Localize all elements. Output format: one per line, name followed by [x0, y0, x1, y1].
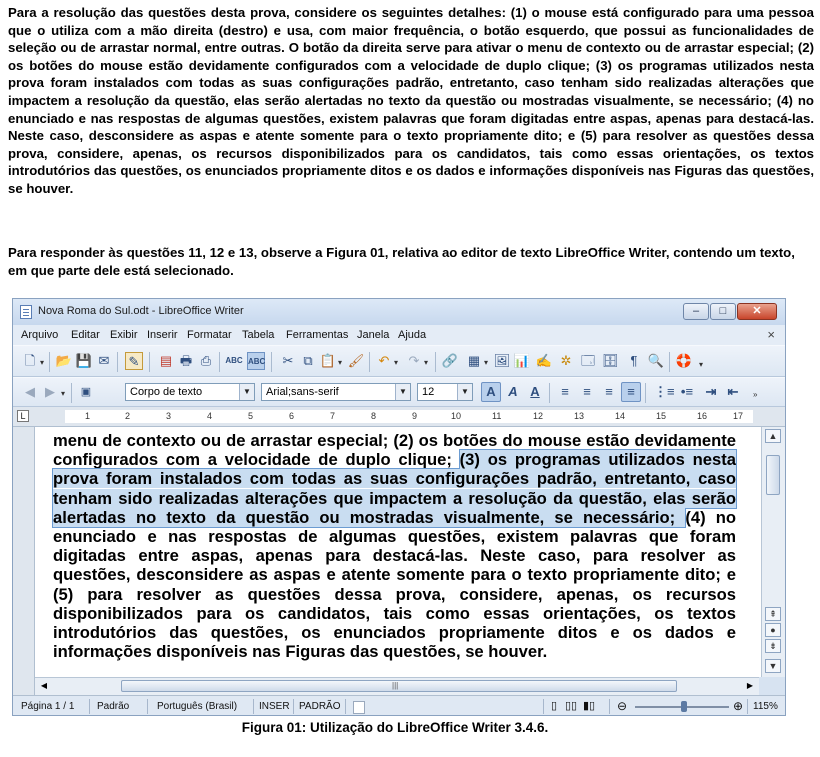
document-text[interactable] — [53, 431, 736, 661]
navigation-icon[interactable]: ● — [765, 623, 781, 637]
toolbar-options-icon[interactable]: ▾ — [699, 360, 704, 369]
ruler-number: 6 — [289, 411, 295, 421]
minimize-icon: – — [692, 305, 700, 317]
font-size-value: 12 — [422, 386, 435, 398]
ruler-number: 17 — [733, 411, 744, 421]
maximize-button[interactable] — [710, 303, 736, 320]
document-area[interactable] — [35, 427, 761, 677]
ruler-number: 12 — [533, 411, 544, 421]
horizontal-ruler[interactable] — [13, 407, 785, 427]
toolbar-separator — [149, 352, 150, 372]
menu-inserir[interactable]: Inserir — [147, 329, 178, 341]
vertical-scroll-thumb[interactable] — [766, 455, 780, 495]
zoom-slider-knob[interactable] — [681, 701, 687, 712]
window-title: Nova Roma do Sul.odt - LibreOffice Writer — [38, 305, 244, 317]
single-page-view-icon[interactable]: ▯ — [551, 700, 558, 712]
menu-ferramentas[interactable]: Ferramentas — [286, 329, 349, 341]
chevron-down-icon[interactable]: ▼ — [457, 384, 472, 400]
ruler-number: 10 — [451, 411, 462, 421]
paragraph-style-value: Corpo de texto — [130, 386, 203, 398]
writer-doc-icon — [20, 305, 32, 319]
zoom-icon[interactable]: 🔍 — [647, 353, 665, 368]
status-separator — [253, 699, 254, 714]
document-modified-icon[interactable] — [353, 701, 365, 714]
scroll-left-icon[interactable]: ◀ — [40, 681, 48, 690]
table-dropdown-icon[interactable]: ▾ — [484, 358, 489, 367]
intro-paragraph: Para a resolução das questões desta prova, considere os seguintes detalhes: (1) o mouse está configurado para uma pessoa que o utiliza com a mão direita (destro) e usa, com maior frequência, o botão esquerdo, que possui as funcionalidades de seleção ou de arrastar normal, entre outras. O botão da direita serve para ativar o menu de contexto ou de arrastar especial; (2) os botões do mouse estão devidamente configurados com a velocidade de duplo clique; (3) os programas utilizados nesta prova foram instalados com todas as suas configurações padrão, entretanto, caso tenham sido realizadas alterações que impactem a resolução da questão, elas serão alertadas no texto da questão ou mostradas visualmente, se necessário; (4) no enunciado e nas respostas de algumas questões, existem palavras que foram digitadas entre aspas, apenas para destacá-las. Neste caso, desconsidere as aspas e atente somente para o texto propriamente dito; e (5) para resolver as questões dessa prova, considere, apenas, os recursos disponibilizados para os candidatos, tais como essas orientações, os textos introdutórios das questões, os enunciados propriamente ditos e os dados e informações disponíveis nas Figuras das questões, se houver. — [8, 5, 814, 196]
font-name-combo[interactable] — [261, 383, 411, 401]
close-button[interactable] — [737, 303, 777, 320]
forward-icon[interactable]: ▶ — [45, 384, 55, 399]
paste-dropdown-icon[interactable]: ▾ — [338, 358, 343, 367]
minimize-button[interactable] — [683, 303, 709, 320]
next-page-icon[interactable]: ⇟ — [765, 639, 781, 653]
status-separator — [147, 699, 148, 714]
ruler-number: 15 — [656, 411, 667, 421]
menu-bar — [13, 325, 785, 345]
formatting-marks-icon[interactable]: ¶ — [630, 353, 638, 368]
ruler-number: 2 — [125, 411, 131, 421]
ruler-number: 9 — [412, 411, 418, 421]
menu-editar[interactable]: Editar — [71, 329, 100, 341]
menu-arquivo[interactable]: Arquivo — [21, 329, 59, 341]
title-bar[interactable] — [13, 299, 785, 325]
scroll-down-icon[interactable]: ▼ — [765, 659, 781, 673]
font-size-combo[interactable] — [417, 383, 473, 401]
undo-icon[interactable]: ↶ — [378, 353, 390, 368]
gallery-icon[interactable]: 🗔 — [580, 353, 596, 368]
image-icon[interactable]: 🖼 — [493, 353, 511, 368]
paste-icon[interactable]: 📋 — [319, 353, 337, 368]
toolbar-separator — [435, 352, 436, 372]
insert-mode[interactable]: INSER — [259, 701, 290, 712]
toolbar-separator — [219, 352, 220, 372]
standard-toolbar — [13, 345, 785, 377]
toolbar-separator — [549, 383, 550, 403]
zoom-percentage[interactable]: 115% — [753, 701, 778, 712]
email-icon[interactable]: ✉ — [98, 353, 110, 368]
italic-button[interactable]: A — [508, 384, 518, 399]
bullets-icon[interactable]: •≡ — [680, 384, 694, 399]
status-separator — [609, 699, 610, 714]
ruler-number: 16 — [697, 411, 708, 421]
print-icon[interactable]: 🖶 — [179, 353, 193, 368]
menu-exibir[interactable]: Exibir — [110, 329, 138, 341]
vertical-ruler[interactable] — [13, 427, 35, 695]
ruler-number: 8 — [371, 411, 377, 421]
text-before-selection[interactable]: menu de contexto ou de arrastar especial; (2) os botões do mouse estão devidamente configurados com a velocidade de duplo clique; — [53, 431, 736, 470]
figure-caption: Figura 01: Utilização do LibreOffice Writer 3.4.6. — [241, 720, 549, 735]
scroll-grip-icon: ||| — [392, 681, 399, 690]
scroll-up-icon[interactable]: ▲ — [765, 429, 781, 443]
toolbar-separator — [117, 352, 118, 372]
ruler-number: 3 — [166, 411, 172, 421]
tab-stop-selector[interactable]: L — [17, 410, 29, 422]
nav-dropdown-icon[interactable]: ▾ — [61, 389, 66, 398]
formatting-toolbar — [13, 377, 785, 407]
edit-mode-icon[interactable]: ✎ — [125, 352, 143, 370]
increase-indent-icon[interactable]: ⇥ — [705, 384, 717, 399]
underline-button[interactable]: A — [530, 384, 540, 399]
page-style[interactable]: Padrão — [97, 701, 130, 712]
styles-formatting-icon[interactable]: ▣ — [80, 386, 92, 398]
status-separator — [345, 699, 346, 714]
ruler-number: 13 — [574, 411, 585, 421]
toolbar-separator — [49, 352, 50, 372]
menu-tabela[interactable]: Tabela — [242, 329, 275, 341]
decrease-indent-icon[interactable]: ⇤ — [727, 384, 739, 399]
selected-text[interactable]: (3) os programas utilizados nesta prova foram instalados com todas as suas configurações padrão, entretanto, caso tenham sido realizadas alterações que impactem a resolução da questão, elas serão alertadas no texto da questão ou mostradas visualmente, se necessário; — [53, 450, 737, 527]
align-left-icon[interactable]: ≡ — [561, 384, 569, 399]
window-controls — [683, 303, 777, 321]
export-pdf-icon[interactable]: ▤ — [159, 353, 173, 368]
open-icon[interactable]: 📂 — [55, 353, 73, 368]
toolbar-separator — [645, 383, 646, 403]
book-view-icon[interactable]: ▮▯ — [583, 700, 596, 712]
close-icon: ✕ — [752, 305, 762, 317]
status-separator — [747, 699, 748, 714]
close-document-icon[interactable]: × — [767, 327, 775, 342]
status-separator — [89, 699, 90, 714]
numbering-icon[interactable]: ⋮≡ — [654, 384, 675, 399]
justify-icon[interactable]: ≡ — [621, 382, 641, 402]
toolbar-separator — [71, 383, 72, 403]
print-preview-icon[interactable]: ⎙ — [200, 353, 212, 368]
chevron-down-icon[interactable]: ▼ — [395, 384, 410, 400]
scroll-right-icon[interactable]: ▶ — [746, 681, 754, 690]
table-icon[interactable]: ▦ — [467, 353, 481, 368]
toolbar-separator — [271, 352, 272, 372]
save-icon[interactable]: 💾 — [75, 353, 93, 368]
chevron-down-icon[interactable]: ▼ — [239, 384, 254, 400]
spellcheck-icon[interactable]: ABC — [225, 356, 243, 365]
align-right-icon[interactable]: ≡ — [605, 384, 613, 399]
auto-spellcheck-icon[interactable]: ABC — [247, 352, 265, 370]
horizontal-scroll-thumb[interactable] — [121, 680, 677, 692]
text-after-selection[interactable]: (4) no enunciado e nas respostas de algumas questões, existem palavras que foram digitadas entre aspas, apenas para destacá-las. Neste caso, para resolver as questões, desconsidere as aspas e atente somente para o texto propriamente dito; e (5) para resolver as questões dessa prova, considere, apenas, os recursos disponibilizados para os candidatos, tais como essas orientações, os textos introdutórios das questões, os enunciados propriamente ditos e os dados e informações disponíveis nas Figuras das questões, se houver. — [53, 507, 736, 662]
ruler-number: 14 — [615, 411, 626, 421]
status-bar — [13, 695, 785, 716]
toolbar-separator — [369, 352, 370, 372]
back-icon[interactable]: ◀ — [25, 384, 35, 399]
libreoffice-window — [12, 298, 786, 716]
maximize-icon: □ — [719, 305, 727, 317]
language[interactable]: Português (Brasil) — [157, 701, 238, 712]
data-sources-icon[interactable]: 🗄 — [601, 353, 619, 368]
font-name-value: Arial;sans-serif — [266, 386, 339, 398]
redo-dropdown-icon[interactable]: ▾ — [424, 358, 429, 367]
multi-page-view-icon[interactable]: ▯▯ — [565, 700, 578, 712]
copy-icon[interactable]: ⧉ — [303, 353, 313, 368]
new-dropdown-icon[interactable]: ▾ — [40, 358, 45, 367]
question-intro: Para responder às questões 11, 12 e 13, observe a Figura 01, relativa ao editor de texto LibreOffice Writer, contendo um texto, em que parte dele está selecionado. — [8, 245, 795, 278]
navigator-icon[interactable]: ✲ — [560, 353, 572, 368]
vertical-scrollbar[interactable] — [761, 427, 785, 677]
new-document-icon[interactable]: 🗋 — [24, 353, 36, 368]
paragraph-style-combo[interactable] — [125, 383, 255, 401]
align-center-icon[interactable]: ≡ — [583, 384, 591, 399]
selection-mode[interactable]: PADRÃO — [299, 701, 341, 712]
bold-button[interactable]: A — [481, 382, 501, 402]
status-separator — [543, 699, 544, 714]
menu-ajuda[interactable]: Ajuda — [398, 329, 427, 341]
ruler-number: 4 — [207, 411, 213, 421]
undo-dropdown-icon[interactable]: ▾ — [394, 358, 399, 367]
ruler-number: 1 — [85, 411, 91, 421]
menu-janela[interactable]: Janela — [357, 329, 390, 341]
clone-formatting-icon[interactable]: 🖌 — [347, 353, 365, 368]
hyperlink-icon[interactable]: 🔗 — [441, 353, 459, 368]
ruler-number: 7 — [330, 411, 336, 421]
draw-functions-icon[interactable]: ✍ — [535, 353, 553, 368]
redo-icon[interactable]: ↷ — [408, 353, 420, 368]
zoom-in-icon[interactable]: ⊕ — [733, 699, 744, 713]
ruler-number: 5 — [248, 411, 254, 421]
chart-icon[interactable]: 📊 — [513, 353, 531, 368]
toolbar-options-icon[interactable]: » — [753, 390, 758, 399]
status-separator — [293, 699, 294, 714]
cut-icon[interactable]: ✂ — [282, 353, 294, 368]
zoom-out-icon[interactable]: ⊖ — [617, 699, 628, 713]
menu-formatar[interactable]: Formatar — [187, 329, 232, 341]
ruler-number: 11 — [492, 411, 502, 421]
toolbar-separator — [669, 352, 670, 372]
previous-page-icon[interactable]: ⇞ — [765, 607, 781, 621]
help-icon[interactable]: 🛟 — [675, 353, 693, 368]
page-indicator[interactable]: Página 1 / 1 — [21, 701, 75, 712]
horizontal-scrollbar[interactable] — [35, 677, 759, 695]
